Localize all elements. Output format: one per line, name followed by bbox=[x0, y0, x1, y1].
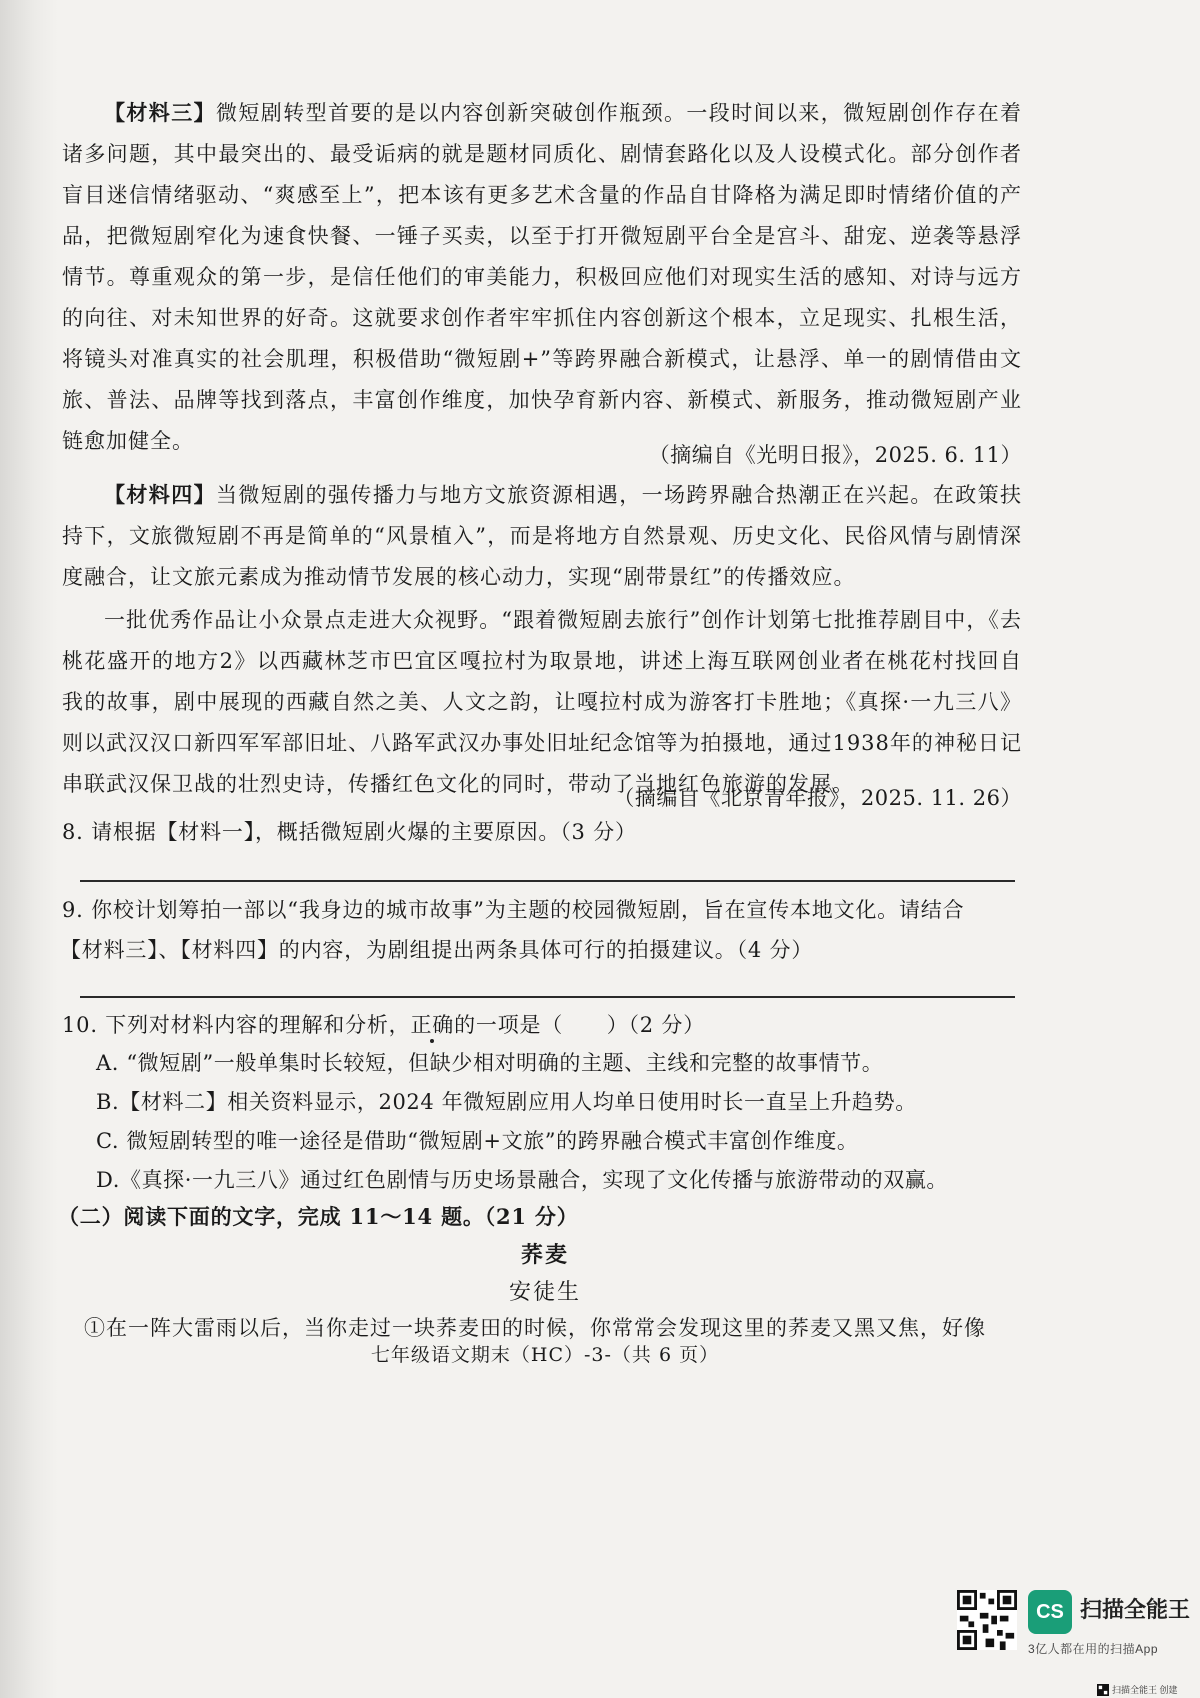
page-footer: 七年级语文期末（HC）-3-（共 6 页） bbox=[370, 1344, 720, 1366]
option-d: D.《真探·一九三八》通过红色剧情与历史场景融合，实现了文化传播与旅游带动的双赢。 bbox=[96, 1168, 949, 1192]
question-8: 8. 请根据【材料一】，概括微短剧火爆的主要原因。（3 分） bbox=[62, 820, 637, 844]
material-3-source: （摘编自《光明日报》，2025. 6. 11） bbox=[648, 443, 1022, 467]
question-9-line-1: 9. 你校计划筹拍一部以“我身边的城市故事”为主题的校园微短剧，旨在宣传本地文化。请结合 bbox=[62, 898, 965, 922]
mini-qr-icon bbox=[1097, 1684, 1109, 1696]
section-2-heading: （二）阅读下面的文字，完成 11～14 题。（21 分） bbox=[58, 1204, 579, 1229]
scanner-mini-tag: 扫描全能王 创建 bbox=[1112, 1685, 1178, 1695]
question-10-prefix: 10. 下列对材料内容的理解和分析， bbox=[62, 1013, 411, 1037]
question-10 bbox=[62, 1005, 1022, 1045]
option-b: B.【材料二】相关资料显示，2024 年微短剧应用人均单日使用时长一直呈上升趋势。 bbox=[96, 1090, 917, 1114]
material-4-text-1: 当微短剧的强传播力与地方文旅资源相遇，一场跨界融合热潮正在兴起。在政策扶持下，文旅微短剧不再是简单的“风景植入”，而是将地方自然景观、历史文化、民俗风情与剧情深度融合，让文旅元素成为推动情节发展的核心动力，实现“剧带景红”的传播效应。 bbox=[62, 483, 1022, 589]
scan-edge-shadow bbox=[0, 0, 58, 1698]
option-c: C. 微短剧转型的唯一途径是借助“微短剧+文旅”的跨界融合模式丰富创作维度。 bbox=[96, 1129, 859, 1153]
scanner-tagline: 3亿人都在用的扫描App bbox=[1028, 1642, 1159, 1656]
material-4-paragraph-1 bbox=[62, 474, 1022, 598]
question-10-suffix: 的一项是（ ）（2 分） bbox=[454, 1013, 706, 1037]
essay-title: 荞麦 bbox=[520, 1242, 569, 1268]
material-3-text: 微短剧转型首要的是以内容创新突破创作瓶颈。一段时间以来，微短剧创作存在着诸多问题，其中最突出的、最受诟病的就是题材同质化、剧情套路化以及人设模式化。部分创作者盲目迷信情绪驱动、“爽感至上”，把本该有更多艺术含量的作品自甘降格为满足即时情绪价值的产品，把微短剧窄化为速食快餐、一锤子买卖，以至于打开微短剧平台全是宫斗、甜宠、逆袭等悬浮情节。尊重观众的第一步，是信任他们的审美能力，积极回应他们对现实生活的感知、对诗与远方的向往、对未知世界的好奇。这就要求创作者牢牢抓住内容创新这个根本，立足现实、扎根生活，将镜头对准真实的社会肌理，积极借助“微短剧+”等跨界融合新模式，让悬浮、单一的剧情借由文旅、普法、品牌等找到落点，丰富创作维度，加快孕育新内容、新模式、新服务，推动微短剧产业链愈加健全。 bbox=[62, 101, 1022, 453]
material-3-label: 【材料三】 bbox=[104, 100, 216, 125]
material-4-paragraph-2: 一批优秀作品让小众景点走进大众视野。“跟着微短剧去旅行”创作计划第七批推荐剧目中，《去桃花盛开的地方2》以西藏林芝市巴宜区嘎拉村为取景地，讲述上海互联网创业者在桃花村找回自我的故事，剧中展现的西藏自然之美、人文之韵，让嘎拉村成为游客打卡胜地；《真探·一九三八》则以武汉汉口新四军军部旧址、八路军武汉办事处旧址纪念馆等为拍摄地，通过1938年的神秘日记串联武汉保卫战的壮烈史诗，传播红色文化的同时，带动了当地红色旅游的发展。 bbox=[62, 608, 1022, 796]
question-10-emphasis: 正确 bbox=[410, 1013, 455, 1037]
scanner-logo-icon: CS bbox=[1028, 1590, 1072, 1634]
material-4-label: 【材料四】 bbox=[104, 482, 216, 507]
option-a: A. “微短剧”一般单集时长较短，但缺少相对明确的主题、主线和完整的故事情节。 bbox=[96, 1051, 884, 1075]
answer-line-9[interactable] bbox=[80, 996, 1015, 998]
essay-author: 安徒生 bbox=[508, 1280, 581, 1305]
scanner-app-name: 扫描全能王 bbox=[1080, 1597, 1191, 1622]
material-4-source: （摘编自《北京青年报》，2025. 11. 26） bbox=[613, 786, 1022, 810]
material-3-paragraph bbox=[62, 92, 1022, 462]
answer-line-8[interactable] bbox=[80, 880, 1015, 882]
essay-paragraph-1: ①在一阵大雷雨以后，当你走过一块荞麦田的时候，你常常会发现这里的荞麦又黑又焦，好像 bbox=[84, 1316, 986, 1340]
question-9-line-2: 【材料三】、【材料四】的内容，为剧组提出两条具体可行的拍摄建议。（4 分） bbox=[60, 938, 814, 962]
qr-code-icon bbox=[957, 1590, 1017, 1650]
